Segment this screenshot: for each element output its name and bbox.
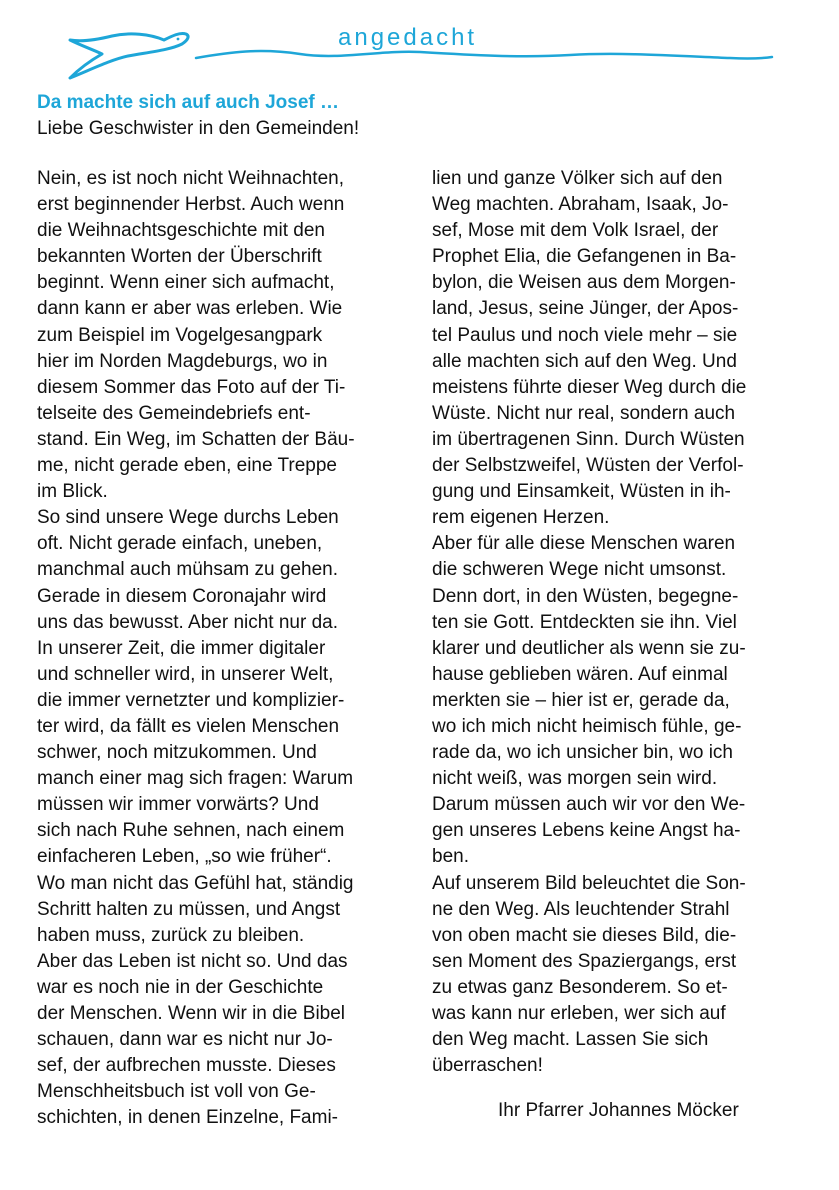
text-line: klarer und deutlicher als wenn sie zu- bbox=[432, 637, 746, 659]
text-line: So sind unsere Wege durchs Leben bbox=[37, 507, 339, 529]
text-line: nicht weiß, was morgen sein wird. bbox=[432, 768, 718, 790]
section-title: angedacht bbox=[338, 24, 478, 51]
text-line: hause geblieben wären. Auf einmal bbox=[432, 663, 728, 685]
signature: Ihr Pfarrer Johannes Möcker bbox=[498, 1100, 739, 1121]
text-line: überraschen! bbox=[432, 1055, 543, 1077]
text-line: merkten sie – hier ist er, gerade da, bbox=[432, 689, 730, 711]
text-line: müssen wir immer vorwärts? Und bbox=[37, 794, 319, 816]
text-line: von oben macht sie dieses Bild, die- bbox=[432, 924, 737, 946]
text-line: war es noch nie in der Geschichte bbox=[37, 976, 324, 998]
text-line: gen unseres Lebens keine Angst ha- bbox=[432, 820, 741, 842]
text-line: hier im Norden Magdeburgs, wo in bbox=[37, 350, 328, 372]
text-line: schauen, dann war es nicht nur Jo- bbox=[37, 1029, 333, 1051]
text-line: uns das bewusst. Aber nicht nur da. bbox=[37, 611, 339, 633]
text-line: und schneller wird, in unserer Welt, bbox=[37, 663, 334, 685]
article-headline: Da machte sich auf auch Josef … bbox=[37, 92, 339, 113]
text-line: haben muss, zurück zu bleiben. bbox=[37, 924, 305, 946]
text-line: bekannten Worten der Überschrift bbox=[37, 246, 322, 268]
text-line: wo ich mich nicht heimisch fühle, ge- bbox=[432, 715, 742, 737]
text-line: alle machten sich auf den Weg. Und bbox=[432, 350, 737, 372]
text-column-right bbox=[432, 166, 804, 1079]
text-line: ten sie Gott. Entdeckten sie ihn. Viel bbox=[432, 611, 737, 633]
text-line: Prophet Elia, die Gefangenen in Ba- bbox=[432, 246, 737, 268]
text-line: sen Moment des Spaziergangs, erst bbox=[432, 950, 737, 972]
text-line: meistens führte dieser Weg durch die bbox=[432, 376, 747, 398]
text-line: ne den Weg. Als leuchtender Strahl bbox=[432, 898, 730, 920]
wave-line bbox=[196, 51, 772, 58]
text-line: sef, Mose mit dem Volk Israel, der bbox=[432, 220, 719, 242]
text-line: manchmal auch mühsam zu gehen. bbox=[37, 559, 338, 581]
text-line: land, Jesus, seine Jünger, der Apos- bbox=[432, 298, 739, 320]
text-line: telseite des Gemeindebriefs ent- bbox=[37, 402, 311, 424]
text-line: zum Beispiel im Vogelgesangpark bbox=[37, 324, 323, 346]
text-line: Darum müssen auch wir vor den We- bbox=[432, 794, 746, 816]
text-line: im Blick. bbox=[37, 481, 108, 503]
text-column-left bbox=[37, 166, 409, 1131]
text-line: zu etwas ganz Besonderem. So et- bbox=[432, 976, 728, 998]
text-line: Menschheitsbuch ist voll von Ge- bbox=[37, 1081, 316, 1103]
text-line: Nein, es ist noch nicht Weihnachten, bbox=[37, 168, 344, 189]
text-line: gung und Einsamkeit, Wüsten in ih- bbox=[432, 481, 731, 503]
text-line: sef, der aufbrechen musste. Dieses bbox=[37, 1055, 336, 1077]
text-line: diesem Sommer das Foto auf der Ti- bbox=[37, 376, 346, 398]
greeting: Liebe Geschwister in den Gemeinden! bbox=[37, 118, 360, 139]
text-line: rem eigenen Herzen. bbox=[432, 507, 610, 529]
text-line: bylon, die Weisen aus dem Morgen- bbox=[432, 272, 736, 294]
dove-icon bbox=[70, 33, 188, 78]
text-line: im übertragenen Sinn. Durch Wüsten bbox=[432, 428, 745, 450]
text-line: den Weg macht. Lassen Sie sich bbox=[432, 1029, 709, 1051]
text-line: was kann nur erleben, wer sich auf bbox=[432, 1003, 726, 1024]
text-line: dann kann er aber was erleben. Wie bbox=[37, 298, 343, 320]
text-line: Aber das Leben ist nicht so. Und das bbox=[37, 950, 348, 972]
text-line: die Weihnachtsgeschichte mit den bbox=[37, 220, 325, 242]
text-line: einfacheren Leben, „so wie früher“. bbox=[37, 846, 332, 868]
text-line: die immer vernetzter und komplizier- bbox=[37, 689, 345, 711]
text-line: Schritt halten zu müssen, und Angst bbox=[37, 898, 341, 920]
text-line: erst beginnender Herbst. Auch wenn bbox=[37, 194, 345, 216]
text-line: oft. Nicht gerade einfach, uneben, bbox=[37, 533, 323, 555]
text-line: Wüste. Nicht nur real, sondern auch bbox=[432, 402, 736, 424]
text-line: schwer, noch mitzukommen. Und bbox=[37, 742, 317, 764]
text-line: ben. bbox=[432, 846, 469, 868]
text-line: Wo man nicht das Gefühl hat, ständig bbox=[37, 872, 354, 894]
text-line: der Menschen. Wenn wir in die Bibel bbox=[37, 1003, 346, 1024]
text-line: In unserer Zeit, die immer digitaler bbox=[37, 637, 326, 659]
text-line: me, nicht gerade eben, eine Treppe bbox=[37, 455, 337, 477]
header-banner bbox=[0, 0, 839, 90]
text-line: Gerade in diesem Coronajahr wird bbox=[37, 585, 327, 607]
text-line: ter wird, da fällt es vielen Menschen bbox=[37, 715, 340, 737]
text-line: lien und ganze Völker sich auf den bbox=[432, 168, 723, 189]
text-line: der Selbstzweifel, Wüsten der Verfol- bbox=[432, 455, 744, 477]
text-line: rade da, wo ich unsicher bin, wo ich bbox=[432, 742, 733, 764]
text-line: Auf unserem Bild beleuchtet die Son- bbox=[432, 872, 746, 894]
text-line: die schweren Wege nicht umsonst. bbox=[432, 559, 727, 581]
text-line: schichten, in denen Einzelne, Fami- bbox=[37, 1107, 338, 1129]
text-line: Aber für alle diese Menschen waren bbox=[432, 533, 736, 555]
text-line: sich nach Ruhe sehnen, nach einem bbox=[37, 820, 345, 842]
text-line: Denn dort, in den Wüsten, begegne- bbox=[432, 585, 739, 607]
text-line: tel Paulus und noch viele mehr – sie bbox=[432, 324, 738, 346]
text-line: manch einer mag sich fragen: Warum bbox=[37, 768, 354, 790]
text-line: stand. Ein Weg, im Schatten der Bäu- bbox=[37, 428, 355, 450]
text-line: beginnt. Wenn einer sich aufmacht, bbox=[37, 272, 335, 294]
text-line: Weg machten. Abraham, Isaak, Jo- bbox=[432, 194, 729, 216]
